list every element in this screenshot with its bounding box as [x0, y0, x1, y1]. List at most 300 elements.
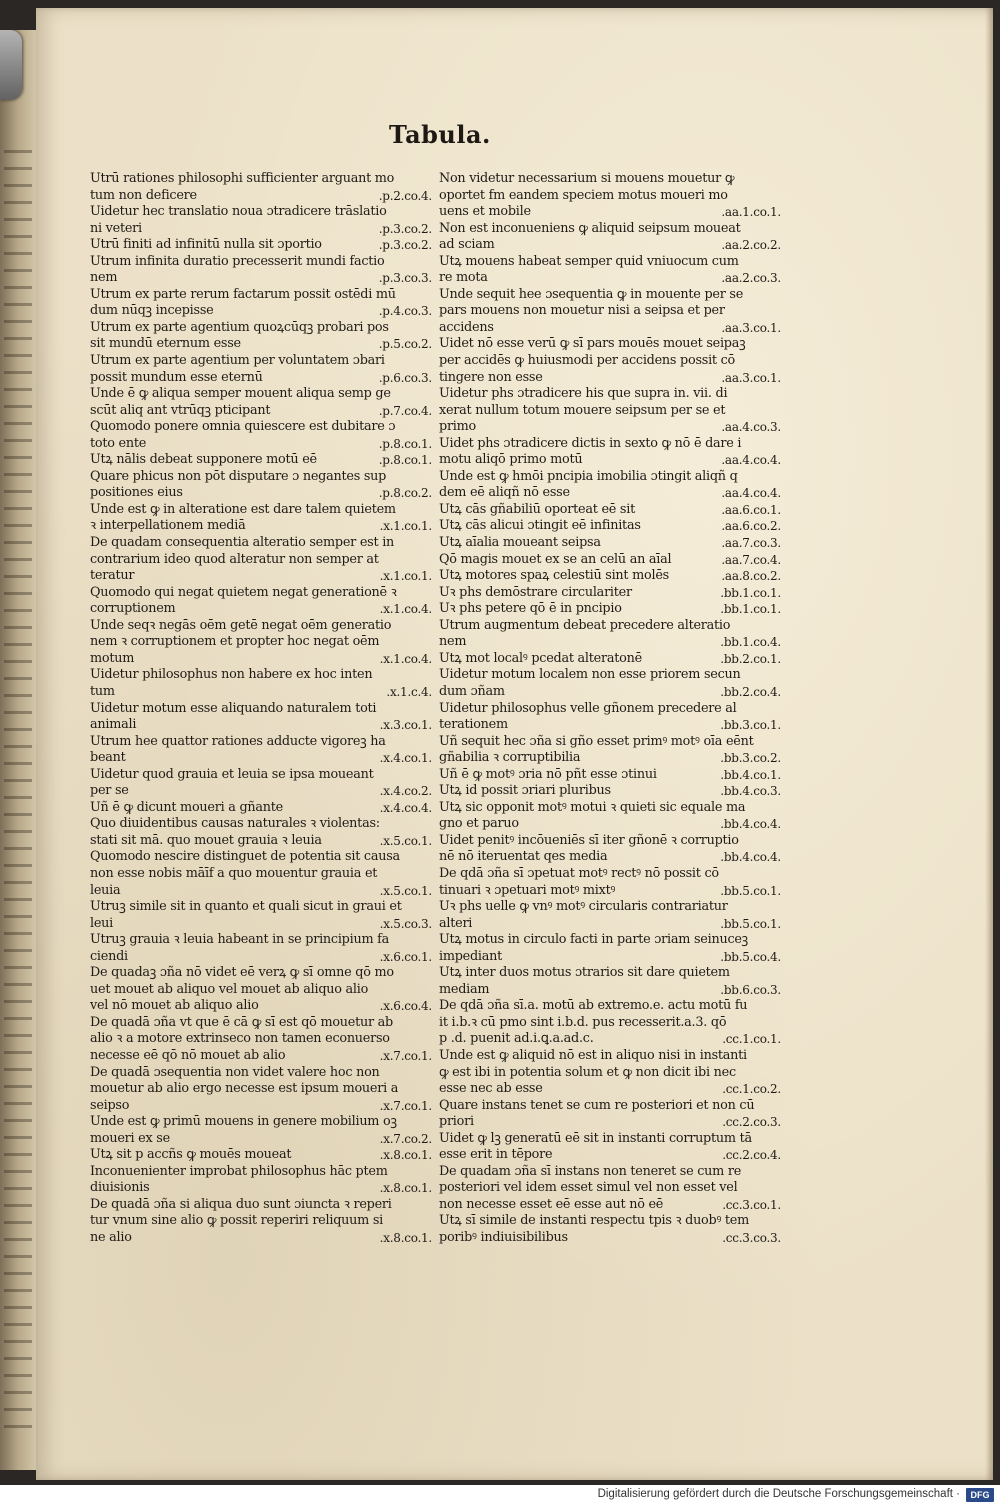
entry-text: Utꝝ nālis debeat supponere motū eē	[90, 452, 317, 468]
entry-text: Utꝝ motus in circulo facti in parte ɔriam seinuceꝫ	[439, 932, 748, 948]
left-entry-line	[90, 767, 432, 784]
entry-reference: .x.7.co.1.	[379, 1048, 432, 1063]
bleed-through-line	[4, 405, 32, 408]
entry-text: Utꝝ cās gñabiliū oporteat eē sit	[439, 501, 635, 517]
left-entry-line	[90, 717, 432, 734]
entry-text: tinuari ꝛ ɔpetuari motꝰ mixtꝰ	[439, 882, 616, 898]
entry-text: beant	[90, 750, 126, 766]
entry-text: Uñ ē ꝙ motꝰ ɔria nō pñt esse ɔtinui	[439, 766, 657, 782]
right-entry-line	[439, 767, 781, 784]
entry-reference: .cc.1.co.2.	[722, 1082, 781, 1097]
right-entry-line	[439, 419, 781, 436]
bleed-through-line	[4, 575, 32, 578]
entry-text: Utꝝ mouens habeat semper quid vniuocum cum	[439, 253, 739, 269]
entry-reference: .x.6.co.1.	[379, 949, 432, 964]
right-entry-line	[439, 1147, 781, 1164]
right-entry-line	[439, 386, 781, 403]
bleed-through-line	[4, 847, 32, 850]
entry-text: it i.b.ꝛ cū pmo sint i.b.d. pus recesserit.a.3. qō	[439, 1014, 727, 1030]
right-entry-line	[439, 502, 781, 519]
right-entry-line	[439, 866, 781, 883]
bleed-through-line	[4, 1391, 32, 1394]
index-column-right	[439, 171, 781, 1247]
left-entry-line	[90, 734, 432, 751]
bleed-through-line	[4, 660, 32, 663]
entry-text: accidens	[439, 319, 494, 335]
left-entry-line	[90, 883, 432, 900]
entry-text: Utrum hee quattor rationes adducte vigoreꝫ ha	[90, 733, 386, 749]
bleed-through-line	[4, 1102, 32, 1105]
left-entry-line	[90, 800, 432, 817]
entry-reference: .x.4.co.4.	[379, 800, 432, 815]
entry-text: De quadaꝫ ɔña nō videt eē verꝝ ꝙ sī omne qō mo	[90, 965, 394, 981]
entry-text: Unde est ꝙ hmōi pncipia imobilia ɔtingit aliqñ q	[439, 468, 738, 484]
right-entry-line	[439, 1164, 781, 1181]
entry-reference: .bb.6.co.3.	[720, 982, 781, 997]
left-entry-line	[90, 684, 432, 701]
right-entry-line	[439, 270, 781, 287]
right-entry-line	[439, 1098, 781, 1115]
entry-reference: .p.3.co.2.	[378, 221, 432, 236]
entry-text: nem	[90, 270, 118, 286]
right-entry-line	[439, 667, 781, 684]
entry-reference: .aa.6.co.2.	[721, 519, 781, 534]
entry-text: De qdā ɔña sī.a. motū ab extremo.e. actu motū fu	[439, 998, 748, 1014]
entry-reference: .x.4.co.1.	[379, 751, 432, 766]
right-entry-line	[439, 518, 781, 535]
entry-text: Uidetur philosophus velle gñonem precedere al	[439, 700, 737, 716]
right-entry-line	[439, 485, 781, 502]
entry-text: Quo diuidentibus causas naturales ꝛ violentas:	[90, 816, 380, 832]
bleed-through-line	[4, 150, 32, 153]
entry-reference: .x.8.co.1.	[379, 1181, 432, 1196]
bleed-through-line	[4, 864, 32, 867]
right-entry-line	[439, 1197, 781, 1214]
bleed-through-line	[4, 728, 32, 731]
entry-text: Utꝝ motores spaꝝ celestiū sint molēs	[439, 568, 669, 584]
right-entry-line	[439, 618, 781, 635]
entry-reference: .bb.2.co.4.	[720, 684, 781, 699]
entry-text: sit mundū eternum esse	[90, 336, 241, 352]
entry-reference: .x.8.co.1.	[379, 1231, 432, 1245]
right-entry-line	[439, 535, 781, 552]
entry-reference: .x.5.co.3.	[379, 916, 432, 931]
left-entry-line	[90, 965, 432, 982]
bleed-through-line	[4, 388, 32, 391]
entry-text: ꝛ interpellationem mediā	[90, 518, 246, 534]
bleed-through-line	[4, 1221, 32, 1224]
left-entry-line	[90, 618, 432, 635]
bleed-through-line	[4, 422, 32, 425]
index-column-left	[90, 171, 432, 1247]
entry-text: diuisionis	[90, 1180, 150, 1196]
entry-text: nem ꝛ corruptionem et propter hoc negat oēm	[90, 634, 380, 650]
bleed-through-line	[4, 371, 32, 374]
entry-reference: .p.2.co.4.	[378, 188, 432, 203]
bleed-through-line	[4, 643, 32, 646]
entry-reference: .p.5.co.2.	[378, 337, 432, 352]
bleed-through-line	[4, 558, 32, 561]
bleed-through-line	[4, 1170, 32, 1173]
left-entry-line	[90, 585, 432, 602]
entry-text: Quomodo qui negat quietem negat generationē ꝛ	[90, 584, 397, 600]
entry-reference: .x.1.c.4.	[386, 684, 432, 699]
right-entry-line	[439, 370, 781, 387]
entry-text: Quare instans tenet se cum re posteriori et non cū	[439, 1097, 755, 1113]
entry-reference: .x.1.co.1.	[379, 519, 432, 534]
left-entry-line	[90, 237, 432, 254]
entry-text: De quadam ɔña sī instans non teneret se cum re	[439, 1163, 742, 1179]
left-entry-line	[90, 701, 432, 718]
left-entry-line	[90, 949, 432, 966]
bleed-through-line	[4, 1204, 32, 1207]
bleed-through-line	[4, 932, 32, 935]
right-entry-line	[439, 932, 781, 949]
entry-reference: .p.3.co.3.	[378, 271, 432, 286]
entry-reference: .bb.3.co.2.	[720, 751, 781, 766]
left-entry-line	[90, 651, 432, 668]
right-entry-line	[439, 1131, 781, 1148]
entry-text: De qdā ɔña sī ɔpetuat motꝰ rectꝰ nō possit cō	[439, 865, 719, 881]
entry-reference: .cc.2.co.3.	[722, 1115, 781, 1130]
entry-text: pars mouens non mouetur nisi a seipsa et per	[439, 303, 725, 319]
entry-reference: .x.7.co.1.	[379, 1098, 432, 1113]
entry-reference: .x.4.co.2.	[379, 784, 432, 799]
left-entry-line	[90, 601, 432, 618]
left-entry-line	[90, 336, 432, 353]
left-entry-line	[90, 1098, 432, 1115]
bleed-through-line	[4, 762, 32, 765]
entry-text: Inconuenienter improbat philosophus hāc ptem	[90, 1163, 388, 1179]
bleed-through-line	[4, 1289, 32, 1292]
entry-reference: .bb.4.co.1.	[720, 767, 781, 782]
left-entry-line	[90, 403, 432, 420]
entry-text: non necesse esset eē esse aut nō eē	[439, 1196, 664, 1212]
bleed-through-line	[4, 796, 32, 799]
left-entry-line	[90, 849, 432, 866]
right-entry-line	[439, 982, 781, 999]
entry-text: Uidetur philosophus non habere ex hoc inten	[90, 667, 373, 683]
entry-text: esse erit in tēpore	[439, 1147, 553, 1163]
entry-text: De quadā ɔña si aliqua duo sunt ɔiuncta ꝛ reperi	[90, 1196, 392, 1212]
document-page	[36, 8, 993, 1480]
left-entry-line	[90, 816, 432, 833]
left-entry-line	[90, 899, 432, 916]
right-entry-line	[439, 188, 781, 205]
left-entry-line	[90, 1180, 432, 1197]
right-entry-line	[439, 949, 781, 966]
right-entry-line	[439, 883, 781, 900]
left-entry-line	[90, 452, 432, 469]
entry-text: Quomodo ponere omnia quiescere est dubitare ɔ	[90, 419, 396, 435]
entry-text: scūt aliq ant vtrūqꝫ pticipant	[90, 402, 271, 418]
right-entry-line	[439, 1081, 781, 1098]
right-entry-line	[439, 916, 781, 933]
entry-text: Unde est ꝙ aliquid nō est in aliquo nisi in instanti	[439, 1047, 747, 1063]
entry-text: De quadā ɔsequentia non videt valere hoc non	[90, 1064, 380, 1080]
entry-text: ciendi	[90, 948, 128, 964]
bleed-through-line	[4, 813, 32, 816]
right-entry-line	[439, 1230, 781, 1247]
entry-text: Unde sequit hee ɔsequentia ꝙ in mouente per se	[439, 286, 744, 302]
right-entry-line	[439, 552, 781, 569]
right-entry-line	[439, 965, 781, 982]
bleed-through-line	[4, 541, 32, 544]
entry-text: motum	[90, 650, 135, 666]
left-entry-line	[90, 833, 432, 850]
entry-reference: .cc.2.co.4.	[722, 1148, 781, 1163]
bleed-through-line	[4, 286, 32, 289]
bleed-through-line	[4, 473, 32, 476]
entry-reference: .p.7.co.4.	[378, 403, 432, 418]
entry-text: Uidetur phs ɔtradicere his que supra in. vii. di	[439, 386, 728, 402]
entry-text: Utrū finiti ad infinitū nulla sit ɔportio	[90, 237, 322, 253]
entry-reference: .aa.7.co.3.	[721, 536, 781, 551]
bleed-through-line	[4, 1017, 32, 1020]
left-entry-line	[90, 1197, 432, 1214]
entry-reference: .p.6.co.3.	[378, 370, 432, 385]
entry-text: nem	[439, 634, 467, 650]
entry-text: possit mundum esse eternū	[90, 369, 263, 385]
entry-text: De quadam consequentia alteratio semper est in	[90, 535, 395, 551]
right-entry-line	[439, 237, 781, 254]
entry-reference: .x.8.co.1.	[379, 1148, 432, 1163]
right-entry-line	[439, 816, 781, 833]
right-entry-line	[439, 750, 781, 767]
entry-reference: .bb.5.co.1.	[720, 883, 781, 898]
entry-text: alio ꝛ a motore extrinseco non tamen econuerso	[90, 1031, 390, 1047]
entry-text: vel nō mouet ab aliquo alio	[90, 998, 259, 1014]
left-entry-line	[90, 287, 432, 304]
left-entry-line	[90, 1164, 432, 1181]
right-entry-line	[439, 998, 781, 1015]
entry-text: posteriori vel idem esset simul vel non esset vel	[439, 1180, 738, 1196]
entry-text: Utꝝ sic opponit motꝰ motui ꝛ quieti sic equale ma	[439, 799, 746, 815]
entry-reference: .bb.1.co.4.	[720, 635, 781, 650]
bleed-through-line	[4, 881, 32, 884]
entry-reference: .bb.4.co.3.	[720, 784, 781, 799]
bleed-through-line	[4, 694, 32, 697]
entry-reference: .aa.3.co.1.	[721, 370, 781, 385]
entry-text: teratur	[90, 568, 135, 584]
bleed-through-line	[4, 1306, 32, 1309]
right-entry-line	[439, 353, 781, 370]
right-entry-line	[439, 1031, 781, 1048]
entry-reference: .x.5.co.1.	[379, 833, 432, 848]
bleed-through-line	[4, 439, 32, 442]
entry-text: Utꝝ cās alicui ɔtingit eē infinitas	[439, 518, 641, 534]
right-entry-line	[439, 849, 781, 866]
right-entry-line	[439, 204, 781, 221]
entry-reference: .bb.2.co.1.	[720, 651, 781, 666]
left-entry-line	[90, 469, 432, 486]
entry-text: re mota	[439, 270, 488, 286]
entry-text: Uñ ē ꝙ dicunt moueri a gñante	[90, 799, 283, 815]
bleed-through-line	[4, 201, 32, 204]
right-entry-line	[439, 585, 781, 602]
bleed-through-line	[4, 456, 32, 459]
entry-text: Unde ē ꝙ aliqua semper mouent aliqua semp ge	[90, 386, 391, 402]
entry-reference: .cc.3.co.1.	[722, 1197, 781, 1212]
left-entry-line	[90, 552, 432, 569]
left-entry-line	[90, 171, 432, 188]
entry-text: nē nō iteruentat qes media	[439, 849, 608, 865]
bleed-through-line	[4, 184, 32, 187]
entry-text: Utꝝ inter duos motus ɔtrarios sit dare quietem	[439, 965, 730, 981]
right-entry-line	[439, 403, 781, 420]
left-entry-line	[90, 502, 432, 519]
dfg-logo-icon: DFG	[966, 1488, 994, 1502]
entry-text: ꝙ est ibi in potentia solum et ꝙ non dicit ibi nec	[439, 1064, 736, 1080]
left-entry-line	[90, 1015, 432, 1032]
left-entry-line	[90, 1147, 432, 1164]
entry-text: per se	[90, 783, 129, 799]
right-entry-line	[439, 303, 781, 320]
left-entry-line	[90, 1114, 432, 1131]
entry-text: motu aliqō primo motū	[439, 452, 583, 468]
bleed-through-line	[4, 524, 32, 527]
entry-reference: .cc.1.co.1.	[722, 1032, 781, 1047]
entry-text: Utꝝ sit p accñs ꝙ mouēs moueat	[90, 1147, 292, 1163]
entry-text: uet mouet ab aliquo vel mouet ab aliquo alio	[90, 981, 369, 997]
bleed-through-line	[4, 1408, 32, 1411]
left-entry-line	[90, 188, 432, 205]
right-entry-line	[439, 899, 781, 916]
entry-reference: .bb.3.co.1.	[720, 718, 781, 733]
entry-reference: .aa.3.co.1.	[721, 320, 781, 335]
right-entry-line	[439, 336, 781, 353]
right-entry-line	[439, 783, 781, 800]
left-entry-line	[90, 866, 432, 883]
right-entry-line	[439, 800, 781, 817]
left-entry-line	[90, 932, 432, 949]
left-entry-line	[90, 436, 432, 453]
entry-reference: .p.8.co.1.	[378, 453, 432, 468]
entry-text: oportet fm eandem speciem motus moueri mo	[439, 187, 728, 203]
page-title: Tabula.	[389, 120, 491, 149]
entry-text: ad sciam	[439, 237, 495, 253]
entry-text: stati sit mā. quo mouet grauia ꝛ leuia	[90, 832, 322, 848]
bleed-through-line	[4, 1051, 32, 1054]
funding-notice: Digitalisierung gefördert durch die Deutsche Forschungsgemeinschaft ·	[597, 1488, 960, 1500]
entry-text: uens et mobile	[439, 204, 531, 220]
entry-text: Unde seqꝛ negās oēm getē negat oēm generatio	[90, 617, 392, 633]
previous-page-edge	[0, 30, 40, 1470]
left-entry-line	[90, 221, 432, 238]
entry-text: Utrū rationes philosophi sufficienter arguant mo	[90, 171, 395, 186]
entry-text: Utruꝫ grauia ꝛ leuia habeant in se principium fa	[90, 932, 390, 948]
left-entry-line	[90, 1131, 432, 1148]
bleed-through-line	[4, 677, 32, 680]
entry-text: animali	[90, 717, 137, 733]
entry-text: necesse eē qō nō mouet ab alio	[90, 1047, 286, 1063]
entry-reference: .aa.2.co.3.	[721, 271, 781, 286]
entry-text: Utrum infinita duratio precesserit mundi factio	[90, 253, 385, 269]
entry-text: Utrum ex parte agentium quoꝝcūqꝫ probari pos	[90, 319, 389, 335]
left-entry-line	[90, 386, 432, 403]
left-entry-line	[90, 916, 432, 933]
left-entry-line	[90, 982, 432, 999]
entry-text: Uidet penitꝰ incōueniēs sī iter gñonē ꝛ corruptio	[439, 832, 739, 848]
entry-text: Quomodo nescire distinguet de potentia sit causa	[90, 849, 400, 865]
right-entry-line	[439, 320, 781, 337]
left-entry-line	[90, 634, 432, 651]
entry-reference: .x.6.co.4.	[379, 999, 432, 1014]
entry-text: Uidet ꝙ lꝫ generatū eē sit in instanti corruptum tā	[439, 1130, 752, 1146]
bleed-through-line	[4, 779, 32, 782]
entry-text: tur vnum sine alio ꝙ possit reperiri reliquum si	[90, 1213, 383, 1229]
entry-text: Non videtur necessarium si mouens mouetur ꝙ	[439, 171, 735, 186]
entry-text: Utrum augmentum debeat precedere alteratio	[439, 617, 731, 633]
entry-text: Uidetur motum esse aliquando naturalem toti	[90, 700, 377, 716]
entry-text: Utꝝ aīalia moueant seipsa	[439, 535, 601, 551]
left-entry-line	[90, 1048, 432, 1065]
entry-text: Utꝝ sī simile de instanti respectu tpis ꝛ duobꝰ tem	[439, 1213, 750, 1229]
bleed-through-line	[4, 626, 32, 629]
entry-text: Uidetur motum localem non esse priorem secun	[439, 667, 741, 683]
entry-text: Utrum ex parte rerum factarum possit ostēdi mū	[90, 286, 396, 302]
bleed-through-line	[4, 1068, 32, 1071]
bleed-through-line	[4, 711, 32, 714]
entry-text: mediam	[439, 981, 490, 997]
entry-text: corruptionem	[90, 601, 176, 617]
bleed-through-line	[4, 1136, 32, 1139]
entry-reference: .cc.3.co.3.	[722, 1231, 781, 1245]
entry-reference: .aa.4.co.4.	[721, 486, 781, 501]
entry-text: dem eē aliqñ nō esse	[439, 485, 570, 501]
page-clip	[0, 30, 22, 100]
right-entry-line	[439, 701, 781, 718]
right-entry-line	[439, 254, 781, 271]
bleed-through-line	[4, 1340, 32, 1343]
right-entry-line	[439, 1048, 781, 1065]
entry-text: Quare phicus non pōt disputare ɔ negantes sup	[90, 468, 387, 484]
bleed-through-line	[4, 1272, 32, 1275]
right-entry-line	[439, 717, 781, 734]
entry-reference: .bb.5.co.1.	[720, 916, 781, 931]
entry-reference: .aa.7.co.4.	[721, 552, 781, 567]
bleed-through-line	[4, 1085, 32, 1088]
entry-text: leuia	[90, 882, 121, 898]
bleed-through-line	[4, 983, 32, 986]
bleed-through-line	[4, 1255, 32, 1258]
entry-reference: .aa.8.co.2.	[721, 569, 781, 584]
right-entry-line	[439, 171, 781, 188]
entry-text: esse nec ab esse	[439, 1081, 543, 1097]
entry-text: Uidet phs ɔtradicere dictis in sexto ꝙ nō ē dare i	[439, 435, 742, 451]
bleed-through-line	[4, 1187, 32, 1190]
entry-reference: .x.7.co.2.	[379, 1131, 432, 1146]
bleed-through-line	[4, 592, 32, 595]
left-entry-line	[90, 1065, 432, 1082]
entry-text: Non est inconueniens ꝙ aliquid seipsum moueat	[439, 220, 741, 236]
entry-reference: .x.1.co.4.	[379, 651, 432, 666]
bleed-through-line	[4, 915, 32, 918]
entry-text: tum	[90, 683, 115, 699]
bleed-through-line	[4, 354, 32, 357]
left-entry-line	[90, 270, 432, 287]
right-entry-line	[439, 684, 781, 701]
bleed-through-line	[4, 218, 32, 221]
entry-text: Unde est ꝙ in alteratione est dare talem quietem	[90, 501, 396, 517]
entry-reference: .aa.4.co.4.	[721, 453, 781, 468]
left-entry-line	[90, 485, 432, 502]
bleed-through-line	[4, 745, 32, 748]
left-entry-line	[90, 568, 432, 585]
entry-text: tum non deficere	[90, 187, 197, 203]
left-entry-line	[90, 419, 432, 436]
entry-text: toto ente	[90, 435, 147, 451]
